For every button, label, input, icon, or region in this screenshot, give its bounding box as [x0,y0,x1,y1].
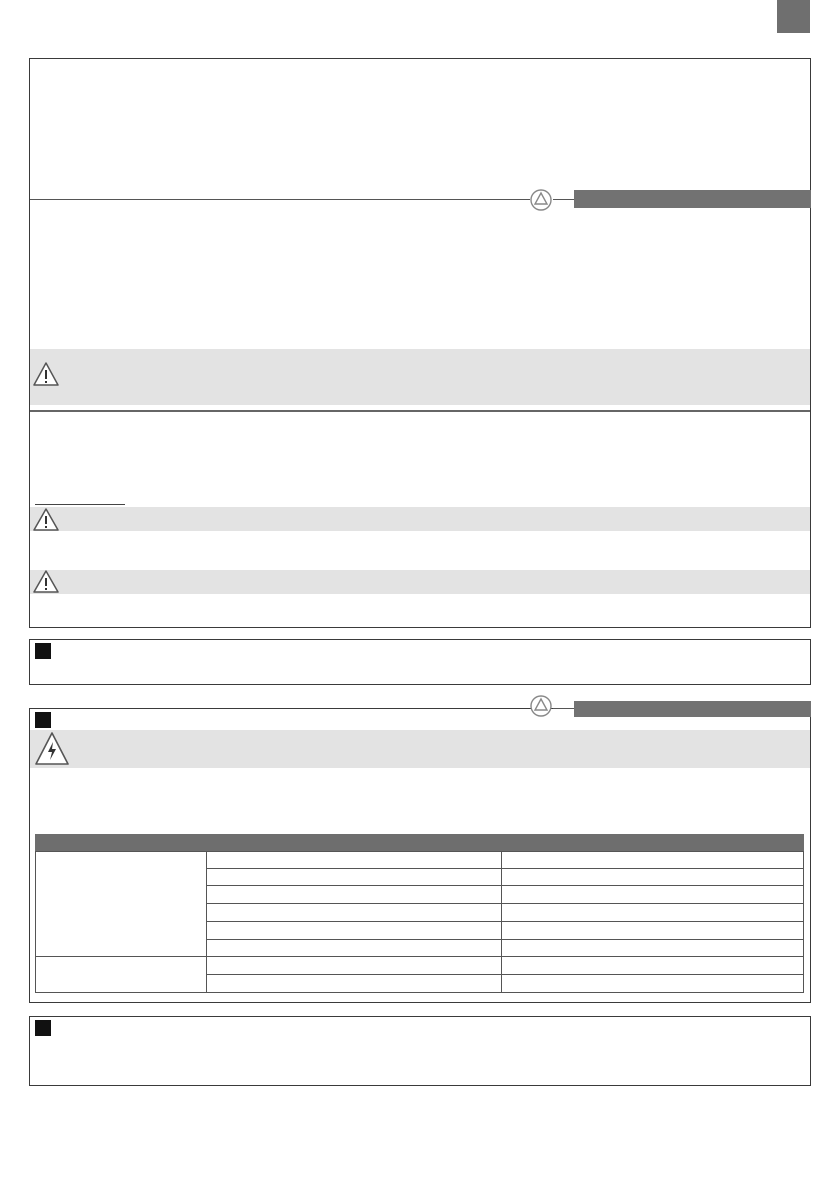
table-header [35,834,804,851]
table-cell [501,903,804,922]
table-group-label [35,851,207,957]
table-cell [206,851,502,869]
warning-band [30,507,810,531]
table-cell [501,868,804,886]
table-cell [501,956,804,975]
recycle-circle-icon [529,694,553,718]
table-cell [206,974,502,993]
section-divider [30,410,810,412]
table-cell [206,921,502,940]
warning-band [30,570,810,594]
section-heading-underline [35,504,125,505]
table-cell [501,974,804,993]
table-cell [501,921,804,940]
warning-triangle-icon [33,508,59,532]
step-marker [35,1020,51,1036]
table-cell [206,939,502,957]
shock-warning-band [30,730,810,768]
warning-band [30,349,810,405]
table-cell [206,868,502,886]
top-info-box [29,58,811,628]
table-cell [501,851,804,869]
step-box [29,1016,811,1086]
warning-triangle-icon [33,570,59,594]
warning-triangle-icon [33,361,59,387]
section-divider-short [553,708,574,709]
table-cell [501,939,804,957]
table-cell [501,885,804,904]
section-header-bar [574,701,811,717]
step-marker [35,643,51,659]
table-cell [206,956,502,975]
step-marker [35,712,51,728]
table-cell [206,903,502,922]
table-group-label [35,956,207,993]
page-corner-tab [777,0,810,33]
electric-shock-icon [34,731,70,767]
section-header-bar [574,190,811,208]
table-body [35,851,804,993]
table-cell [206,885,502,904]
step-box [29,639,811,685]
section-divider [30,199,530,200]
section-divider-short [553,199,574,200]
recycle-circle-icon [529,188,553,212]
